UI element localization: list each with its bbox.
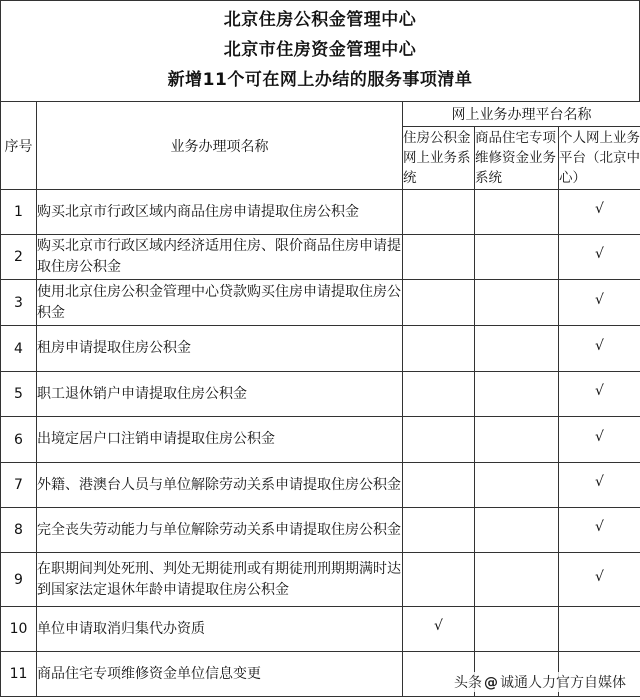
service-item-name: 购买北京市行政区域内经济适用住房、限价商品住房申请提取住房公积金 [37, 235, 403, 280]
platform-mark-cell [475, 190, 559, 235]
index-header: 序号 [1, 102, 37, 190]
platform-mark-cell [403, 553, 475, 607]
platform-mark-cell [559, 326, 640, 372]
check-mark: √ [595, 246, 604, 262]
check-mark: √ [595, 568, 604, 585]
service-item-name: 职工退休销户申请提取住房公积金 [37, 372, 403, 417]
watermark-source: 头条 [454, 675, 482, 691]
check-mark: √ [595, 337, 604, 354]
title-line-1: 北京住房公积金管理中心 [223, 10, 417, 30]
check-mark: √ [595, 383, 604, 399]
row-number: 8 [1, 508, 37, 553]
service-item-name: 购买北京市行政区域内商品住房申请提取住房公积金 [37, 190, 403, 235]
check-mark: √ [434, 618, 443, 634]
platform-mark-cell [475, 553, 559, 607]
service-item-name: 商品住宅专项维修资金单位信息变更 [37, 652, 403, 697]
platform-mark-cell [403, 417, 475, 463]
platform-mark-cell [559, 417, 640, 463]
platform-mark-cell [559, 463, 640, 508]
service-item-name: 完全丧失劳动能力与单位解除劳动关系申请提取住房公积金 [37, 508, 403, 553]
service-item-name: 外籍、港澳台人员与单位解除劳动关系申请提取住房公积金 [37, 463, 403, 508]
platform-mark-cell [475, 235, 559, 280]
platform-mark-cell [475, 372, 559, 417]
table-row [1, 235, 640, 280]
platform-header-personal: 个人网上业务平台（北京中心） [559, 127, 640, 190]
platform-mark-cell [559, 235, 640, 280]
check-mark: √ [595, 428, 604, 445]
service-items-table [0, 101, 640, 697]
platform-mark-cell [475, 417, 559, 463]
platform-mark-cell [403, 235, 475, 280]
check-mark: √ [595, 474, 604, 490]
platform-mark-cell [403, 372, 475, 417]
row-number: 4 [1, 326, 37, 372]
platform-group-header: 网上业务办理平台名称 [403, 102, 640, 127]
platform-mark-cell [475, 463, 559, 508]
table-row [1, 508, 640, 553]
row-number: 9 [1, 553, 37, 607]
platform-mark-cell [559, 280, 640, 326]
service-item-name: 在职期间判处死刑、判处无期徒刑或有期徒刑刑期期满时达到国家法定退休年龄申请提取住房公积金 [37, 553, 403, 607]
table-row [1, 190, 640, 235]
table-row [1, 280, 640, 326]
table-row [1, 607, 640, 652]
table-row [1, 372, 640, 417]
platform-header-maintenance-fund: 商品住宅专项维修资金业务系统 [475, 127, 559, 190]
service-item-name: 单位申请取消归集代办资质 [37, 607, 403, 652]
table-row [1, 326, 640, 372]
check-mark: √ [595, 291, 604, 308]
platform-mark-cell [403, 508, 475, 553]
row-number: 6 [1, 417, 37, 463]
platform-mark-cell [475, 326, 559, 372]
platform-mark-cell [559, 508, 640, 553]
platform-mark-cell [559, 190, 640, 235]
row-number: 7 [1, 463, 37, 508]
platform-mark-cell [403, 190, 475, 235]
table-row [1, 417, 640, 463]
service-item-name: 使用北京住房公积金管理中心贷款购买住房申请提取住房公积金 [37, 280, 403, 326]
row-number: 5 [1, 372, 37, 417]
platform-mark-cell [475, 508, 559, 553]
header-row-1 [1, 102, 640, 127]
platform-mark-cell [403, 463, 475, 508]
platform-mark-cell [403, 607, 475, 652]
row-number: 11 [1, 652, 37, 697]
platform-mark-cell [475, 607, 559, 652]
row-number: 1 [1, 190, 37, 235]
service-item-name: 出境定居户口注销申请提取住房公积金 [37, 417, 403, 463]
platform-header-provident-fund: 住房公积金网上业务系统 [403, 127, 475, 190]
title-line-2: 北京市住房资金管理中心 [223, 40, 417, 60]
row-number: 10 [1, 607, 37, 652]
platform-mark-cell [403, 326, 475, 372]
watermark-at: @ [484, 675, 498, 691]
platform-mark-cell [475, 280, 559, 326]
watermark-account: 诚通人力官方自媒体 [500, 675, 626, 691]
watermark [452, 672, 628, 692]
title-line-3: 新增11个可在网上办结的服务事项清单 [167, 70, 473, 90]
item-name-header: 业务办理项名称 [37, 102, 403, 190]
check-mark: √ [595, 201, 604, 217]
platform-mark-cell [559, 372, 640, 417]
service-item-name: 租房申请提取住房公积金 [37, 326, 403, 372]
document-title-block [0, 0, 640, 101]
row-number: 2 [1, 235, 37, 280]
platform-mark-cell [559, 553, 640, 607]
row-number: 3 [1, 280, 37, 326]
table-row [1, 553, 640, 607]
table-row [1, 463, 640, 508]
platform-mark-cell [559, 607, 640, 652]
check-mark: √ [595, 519, 604, 535]
platform-mark-cell [403, 280, 475, 326]
